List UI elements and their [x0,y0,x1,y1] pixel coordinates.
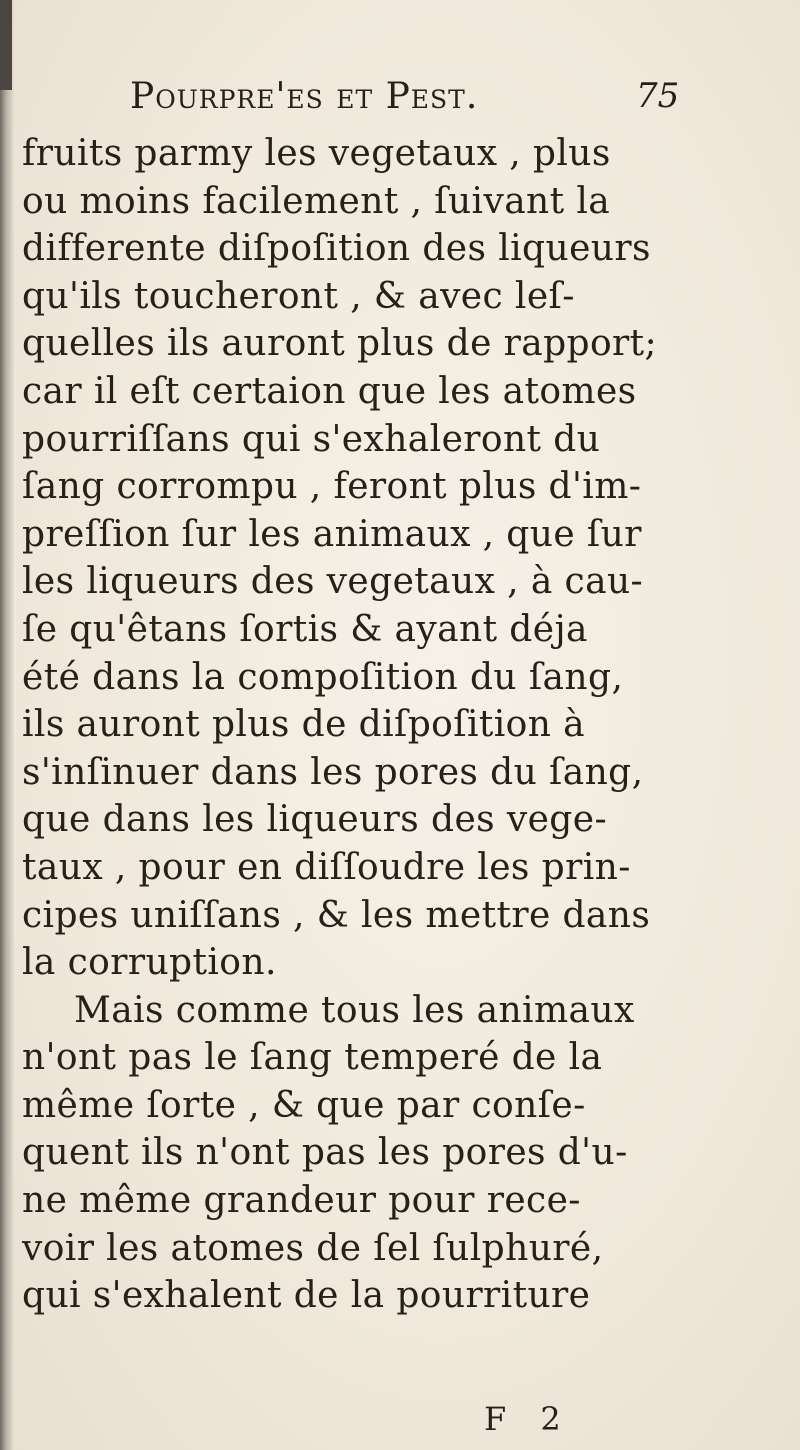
page-number: 75 [636,76,680,116]
text-line: même ſorte , & que par conſe- [22,1084,586,1126]
body-text [22,130,692,1320]
text-line: quent ils n'ont pas les pores d'u- [22,1132,628,1174]
text-line: taux , pour en diſſoudre les prin- [22,846,631,888]
page-gutter [0,0,14,1450]
text-line: la corruption. [22,942,277,984]
text-line: car il eſt certaion que les atomes [22,370,637,412]
text-line: ils auront plus de diſpoſition à [22,704,586,746]
signature-mark: F 2 [484,1400,573,1438]
text-line: été dans la compoſition du ſang, [22,656,624,698]
text-line: qu'ils toucheront , & avec leſ- [22,275,575,317]
text-line: voir les atomes de ſel ſulphuré, [22,1227,604,1269]
text-line: n'ont pas le ſang temperé de la [22,1037,603,1079]
text-line: differente diſpoſition des liqueurs [22,228,651,270]
running-head: Pourpre'es et Pest. [130,76,479,117]
text-line: qui s'exhalent de la pourriture [22,1275,591,1317]
text-line: que dans les liqueurs des vege- [22,799,608,841]
text-line: preſſion ſur les animaux , que ſur [22,513,642,555]
text-line: les liqueurs des vegetaux , à cau- [22,561,644,603]
text-line: cipes uniſſans , & les mettre dans [22,894,651,936]
paragraph-start-line: Mais comme tous les animaux [74,989,635,1031]
text-line: ou moins facilement , ſuivant la [22,180,611,222]
text-line: s'inſinuer dans les pores du ſang, [22,751,644,793]
text-line: ne même grandeur pour rece- [22,1180,581,1222]
text-line: quelles ils auront plus de rapport; [22,323,658,365]
text-line: pourriſſans qui s'exhaleront du [22,418,601,460]
text-line: fruits parmy les vegetaux , plus [22,133,611,174]
binding-shadow [0,0,12,90]
text-line: ſe qu'êtans ſortis & ayant déja [22,608,588,650]
text-line: ſang corrompu , feront plus d'im- [22,466,642,508]
